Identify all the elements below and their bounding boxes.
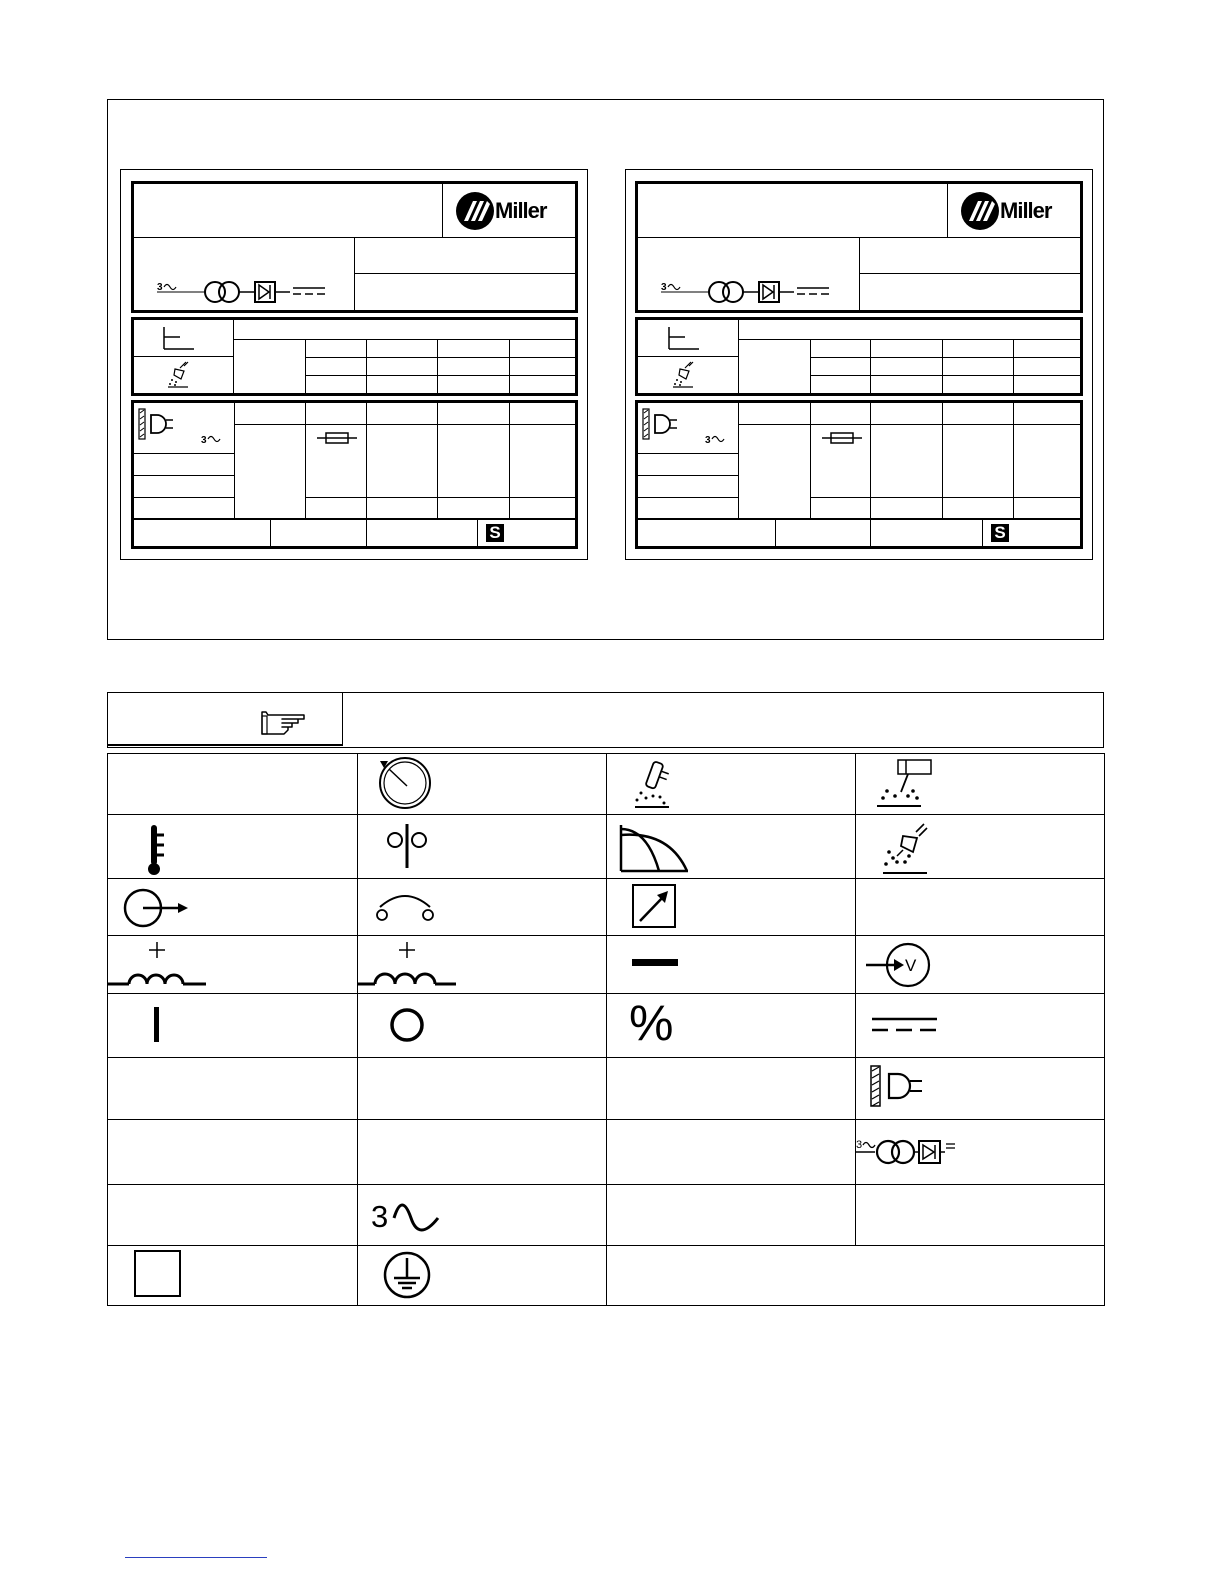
miller-logo (961, 192, 1051, 230)
footer-link-underline[interactable] (125, 1557, 267, 1558)
cv-characteristic-icon (667, 325, 701, 353)
three-phase-rectifier-icon (659, 279, 834, 305)
direct-current-icon (870, 1014, 940, 1036)
mig-gun-icon (166, 360, 192, 388)
three-phase-ac-icon (370, 1196, 444, 1232)
miller-logo-icon (456, 192, 494, 230)
three-phase-rectifier-icon (855, 1136, 959, 1168)
svg-text:3: 3 (661, 282, 667, 293)
increase-icon (631, 883, 679, 931)
drooping-curve-icon (618, 823, 692, 875)
stick-electrode-icon (633, 760, 677, 810)
off-icon (388, 1006, 428, 1046)
percent-label: % (629, 995, 674, 1051)
tig-torch-icon (873, 758, 935, 810)
mig-gun-icon (671, 360, 697, 388)
switch-icon (374, 893, 440, 925)
s-mark-icon: S (991, 524, 1009, 542)
s-mark-icon: S (486, 524, 504, 542)
inductance-positive-alt-icon (357, 938, 459, 990)
fuse-icon (821, 431, 863, 445)
svg-text:3: 3 (157, 282, 163, 293)
rectifier-three-label: 3 (856, 1139, 863, 1151)
voltage-input-icon (864, 941, 936, 989)
primary-plug-icon (137, 407, 227, 447)
svg-text:3: 3 (705, 435, 711, 446)
dial-icon (377, 757, 433, 809)
three-phase-label: 3 (371, 1199, 389, 1234)
miller-logo-text: Miller (495, 198, 547, 223)
contactor-icon (385, 822, 429, 872)
square-icon (134, 1250, 182, 1298)
miller-logo-icon (961, 192, 999, 230)
voltage-v-label: V (905, 956, 917, 975)
output-icon (122, 886, 192, 930)
fuse-icon (316, 431, 358, 445)
miller-logo-text: Miller (1000, 198, 1052, 223)
percent-icon (628, 995, 680, 1051)
protective-earth-icon (383, 1251, 433, 1301)
primary-plug-icon (868, 1064, 940, 1110)
negative-icon (632, 957, 680, 969)
thermometer-icon (146, 823, 168, 877)
pointing-hand-icon (259, 709, 313, 737)
miller-logo (456, 192, 546, 230)
cv-characteristic-icon (162, 325, 196, 353)
svg-text:3: 3 (201, 435, 207, 446)
mig-gun-icon (881, 822, 933, 876)
primary-plug-icon (641, 407, 731, 447)
three-phase-rectifier-icon (155, 279, 330, 305)
on-icon (150, 1004, 164, 1044)
inductance-positive-icon (107, 938, 209, 990)
